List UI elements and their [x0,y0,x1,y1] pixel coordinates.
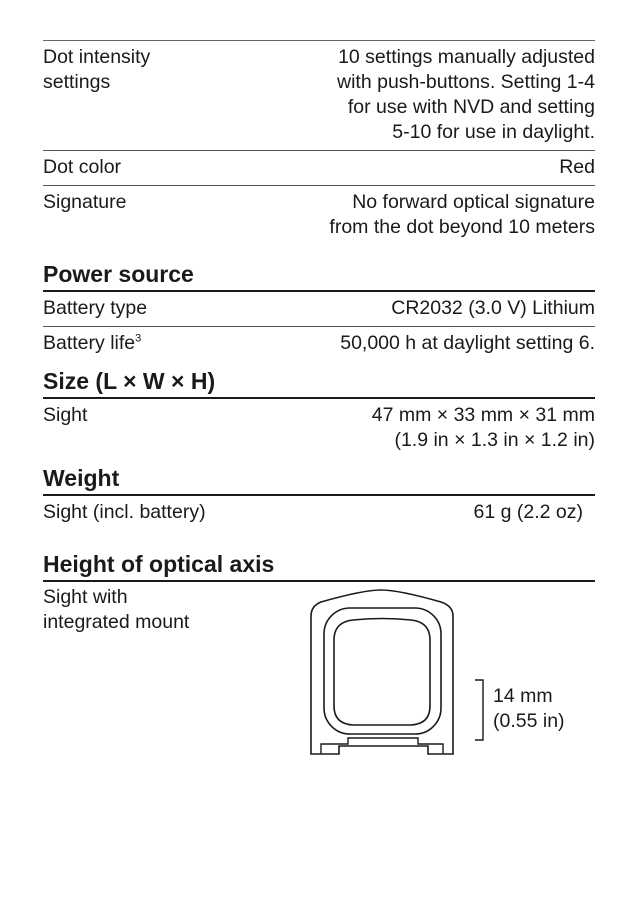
spec-row-battery-type [43,292,595,326]
spec-label: Signature [43,191,127,213]
spec-sheet [43,40,595,812]
section-title: Power source [43,260,595,292]
spec-row-dot-color [43,150,595,185]
footnote-marker: 3 [135,332,142,345]
spec-value: 50,000 h at daylight setting 6. [340,332,595,354]
spec-row-signature [43,185,595,245]
label-line: Sight with [43,586,128,608]
section-title: Size (L × W × H) [43,367,595,399]
value-line: (1.9 in × 1.3 in × 1.2 in) [394,429,595,451]
spec-value: Red [559,156,595,178]
spec-label: Dot color [43,156,122,178]
section-size [43,367,595,458]
dimension-mm: 14 mm [493,685,553,707]
sight-front-diagram [303,588,498,758]
spec-label: Sight (incl. battery) [43,501,206,523]
spec-value [372,403,595,453]
value-line: with push-buttons. Setting 1-4 [337,71,595,93]
value-line: No forward optical signature [352,191,595,213]
spec-row-battery-life [43,326,595,361]
label-line: Dot intensity [43,46,151,68]
section-power-source [43,260,595,361]
window-lens [334,619,430,726]
spec-label: Sight [43,404,88,426]
spec-value: 61 g (2.2 oz) [473,501,583,523]
label-line: settings [43,71,111,93]
optical-axis-diagram-area [43,582,595,812]
section-title: Height of optical axis [43,550,595,582]
spec-label: Battery type [43,297,148,319]
label-line: integrated mount [43,611,190,633]
value-line: 5-10 for use in daylight. [392,121,595,143]
diagram-label [43,585,189,635]
spec-value: CR2032 (3.0 V) Lithium [391,297,595,319]
dimension-in: (0.55 in) [493,710,565,732]
spec-value [329,190,595,240]
spec-value [337,45,595,145]
spec-row-dot-intensity [43,40,595,150]
spec-row-weight [43,496,595,530]
spec-row-sight-size [43,399,595,458]
value-line: 10 settings manually adjusted [338,46,595,68]
dimension-label [493,684,565,734]
value-line: 47 mm × 33 mm × 31 mm [371,404,595,426]
value-line: for use with NVD and setting [347,96,595,118]
spec-label [43,331,141,356]
section-title: Weight [43,464,595,496]
value-line: from the dot beyond 10 meters [329,216,595,238]
spec-label [43,45,150,95]
dimension-bracket [475,680,483,740]
section-weight [43,464,595,530]
label-text: Battery life [43,332,136,354]
section-optical-axis [43,550,595,812]
window-frame-outer [324,608,441,734]
